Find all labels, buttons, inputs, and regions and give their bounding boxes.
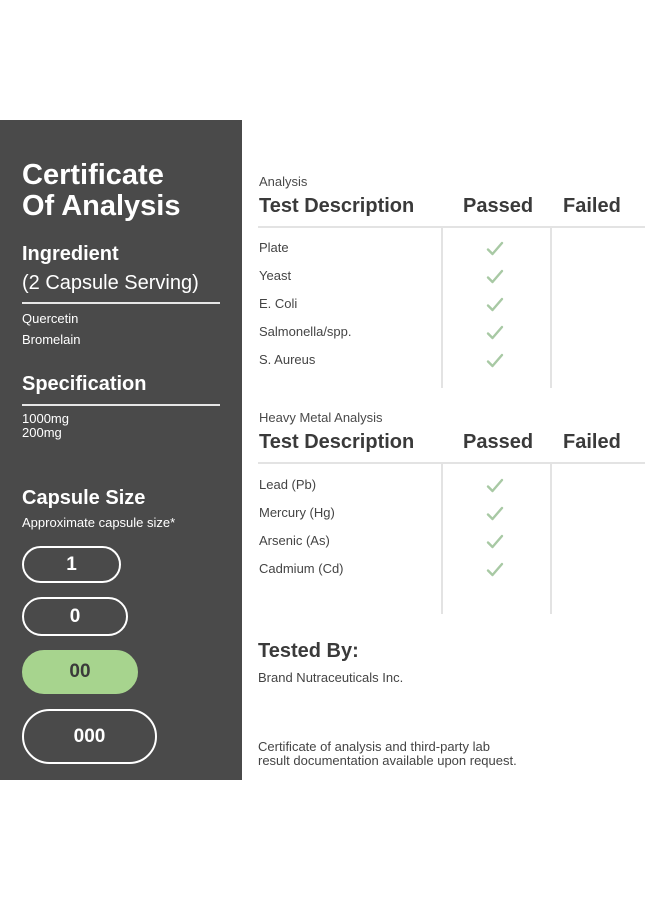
column-divider [550, 462, 552, 614]
column-divider [550, 226, 552, 388]
divider [22, 404, 220, 406]
check-icon [486, 477, 504, 495]
check-icon [486, 352, 504, 370]
title-line-1: Certificate [22, 159, 164, 191]
check-icon [486, 296, 504, 314]
table-row-label: Salmonella/spp. [259, 324, 352, 339]
table-row-label: Yeast [259, 268, 292, 283]
check-icon [486, 324, 504, 342]
footnote-line: Certificate of analysis and third-party lab [258, 739, 490, 754]
specification-values [22, 412, 69, 440]
analysis-col-failed: Failed [563, 195, 621, 217]
specification-item: 1000mg [22, 411, 69, 426]
ingredient-subheading: (2 Capsule Serving) [22, 272, 199, 294]
check-icon [486, 240, 504, 258]
check-icon [486, 268, 504, 286]
ingredient-item: Quercetin [22, 311, 79, 326]
page-title [22, 160, 232, 222]
table-row-label: E. Coli [259, 296, 298, 311]
capsule-size-00: 00 [22, 650, 138, 694]
heavy-metal-section-label: Heavy Metal Analysis [259, 410, 383, 425]
check-icon [486, 533, 504, 551]
analysis-section-label: Analysis [259, 174, 308, 189]
footnote-line: result documentation available upon request. [258, 753, 517, 768]
table-row-label: Mercury (Hg) [259, 505, 335, 520]
left-panel [0, 120, 242, 780]
table-divider [258, 226, 645, 228]
analysis-col-passed: Passed [463, 195, 534, 217]
capsule-size-000: 000 [22, 709, 157, 764]
tested-by-company: Brand Nutraceuticals Inc. [258, 670, 404, 685]
capsule-size-0: 0 [22, 597, 128, 636]
tested-by-heading: Tested By: [258, 640, 359, 662]
specification-heading: Specification [22, 373, 147, 395]
table-row-label: S. Aureus [259, 352, 316, 367]
table-row-label: Arsenic (As) [259, 533, 330, 548]
heavy-metal-col-passed: Passed [463, 431, 534, 453]
table-row-label: Lead (Pb) [259, 477, 317, 492]
analysis-col-test: Test Description [259, 195, 415, 217]
heavy-metal-col-failed: Failed [563, 431, 621, 453]
column-divider [441, 226, 443, 388]
ingredient-heading: Ingredient [22, 243, 119, 265]
check-icon [486, 505, 504, 523]
specification-item: 200mg [22, 425, 62, 440]
ingredient-item: Bromelain [22, 332, 81, 347]
table-row-label: Plate [259, 240, 289, 255]
heavy-metal-col-test: Test Description [259, 431, 415, 453]
column-divider [441, 462, 443, 614]
capsule-size-note: Approximate capsule size* [22, 515, 176, 530]
title-line-2: Of Analysis [22, 190, 181, 222]
capsule-size-heading: Capsule Size [22, 487, 146, 509]
check-icon [486, 561, 504, 579]
table-row-label: Cadmium (Cd) [259, 561, 344, 576]
footnote [258, 740, 578, 768]
divider [22, 302, 220, 304]
table-divider [258, 462, 645, 464]
capsule-size-1: 1 [22, 546, 121, 583]
